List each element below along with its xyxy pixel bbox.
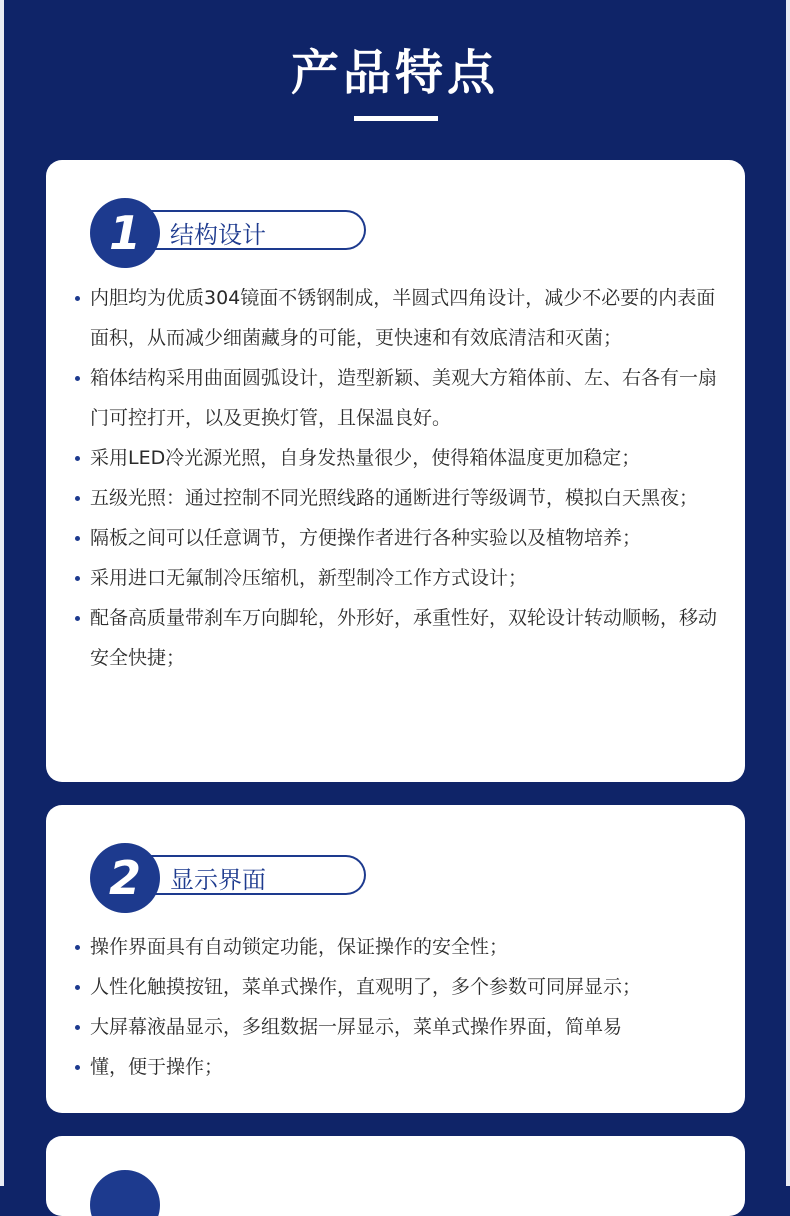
list-item bbox=[74, 438, 717, 478]
list-item bbox=[74, 1047, 717, 1087]
feature-list bbox=[74, 927, 717, 1087]
list-item-text: 大屏幕液晶显示，多组数据一屏显示，菜单式操作界面，简单易 bbox=[90, 1016, 623, 1038]
list-item bbox=[74, 598, 717, 678]
bullet-dot-icon bbox=[75, 496, 80, 501]
title-underline bbox=[354, 116, 438, 121]
list-item-text: 配备高质量带刹车万向脚轮，外形好，承重性好，双轮设计转动顺畅，移动安全快捷； bbox=[90, 607, 718, 669]
list-item-text: 隔板之间可以任意调节，方便操作者进行各种实验以及植物培养； bbox=[90, 527, 642, 549]
list-item-text: 采用LED冷光源光照，自身发热量很少，使得箱体温度更加稳定； bbox=[90, 447, 641, 469]
bullet-dot-icon bbox=[75, 576, 80, 581]
bullet-dot-icon bbox=[75, 536, 80, 541]
list-item-text: 内胆均为优质304镜面不锈钢制成，半圆式四角设计，减少不必要的内表面面积，从而减少细菌藏身的可能，更快速和有效底清洁和灭菌； bbox=[90, 287, 716, 349]
list-item-text: 懂，便于操作； bbox=[90, 1056, 224, 1078]
list-item bbox=[74, 967, 717, 1007]
feature-card-next bbox=[46, 1136, 745, 1216]
list-item bbox=[74, 927, 717, 967]
bullet-dot-icon bbox=[75, 376, 80, 381]
list-item-text: 操作界面具有自动锁定功能，保证操作的安全性； bbox=[90, 936, 509, 958]
list-item bbox=[74, 558, 717, 598]
bullet-dot-icon bbox=[75, 616, 80, 621]
left-edge-strip bbox=[0, 0, 4, 1186]
bullet-dot-icon bbox=[75, 945, 80, 950]
right-edge-strip bbox=[786, 0, 790, 1186]
list-item bbox=[74, 1007, 717, 1047]
page-title: 产品特点 bbox=[290, 45, 499, 101]
feature-card-display bbox=[46, 805, 745, 1113]
bullet-dot-icon bbox=[75, 1025, 80, 1030]
feature-list bbox=[74, 278, 717, 678]
list-item bbox=[74, 518, 717, 558]
bullet-dot-icon bbox=[75, 985, 80, 990]
list-item bbox=[74, 278, 717, 358]
section-number-badge: 1 bbox=[90, 198, 160, 268]
section-number-badge bbox=[90, 1170, 160, 1216]
section-heading-label: 显示界面 bbox=[170, 866, 266, 894]
section-number-badge: 2 bbox=[90, 843, 160, 913]
feature-card-structure bbox=[46, 160, 745, 782]
list-item bbox=[74, 358, 717, 438]
bullet-dot-icon bbox=[75, 456, 80, 461]
list-item-text: 箱体结构采用曲面圆弧设计，造型新颖、美观大方箱体前、左、右各有一扇门可控打开，以及更换灯管，且保温良好。 bbox=[90, 367, 718, 429]
section-heading-label: 结构设计 bbox=[170, 221, 266, 249]
bullet-dot-icon bbox=[75, 1065, 80, 1070]
list-item-text: 五级光照：通过控制不同光照线路的通断进行等级调节，模拟白天黑夜； bbox=[90, 487, 699, 509]
list-item-text: 人性化触摸按钮，菜单式操作，直观明了，多个参数可同屏显示； bbox=[90, 976, 642, 998]
bullet-dot-icon bbox=[75, 296, 80, 301]
list-item-text: 采用进口无氟制冷压缩机，新型制冷工作方式设计； bbox=[90, 567, 528, 589]
list-item bbox=[74, 478, 717, 518]
